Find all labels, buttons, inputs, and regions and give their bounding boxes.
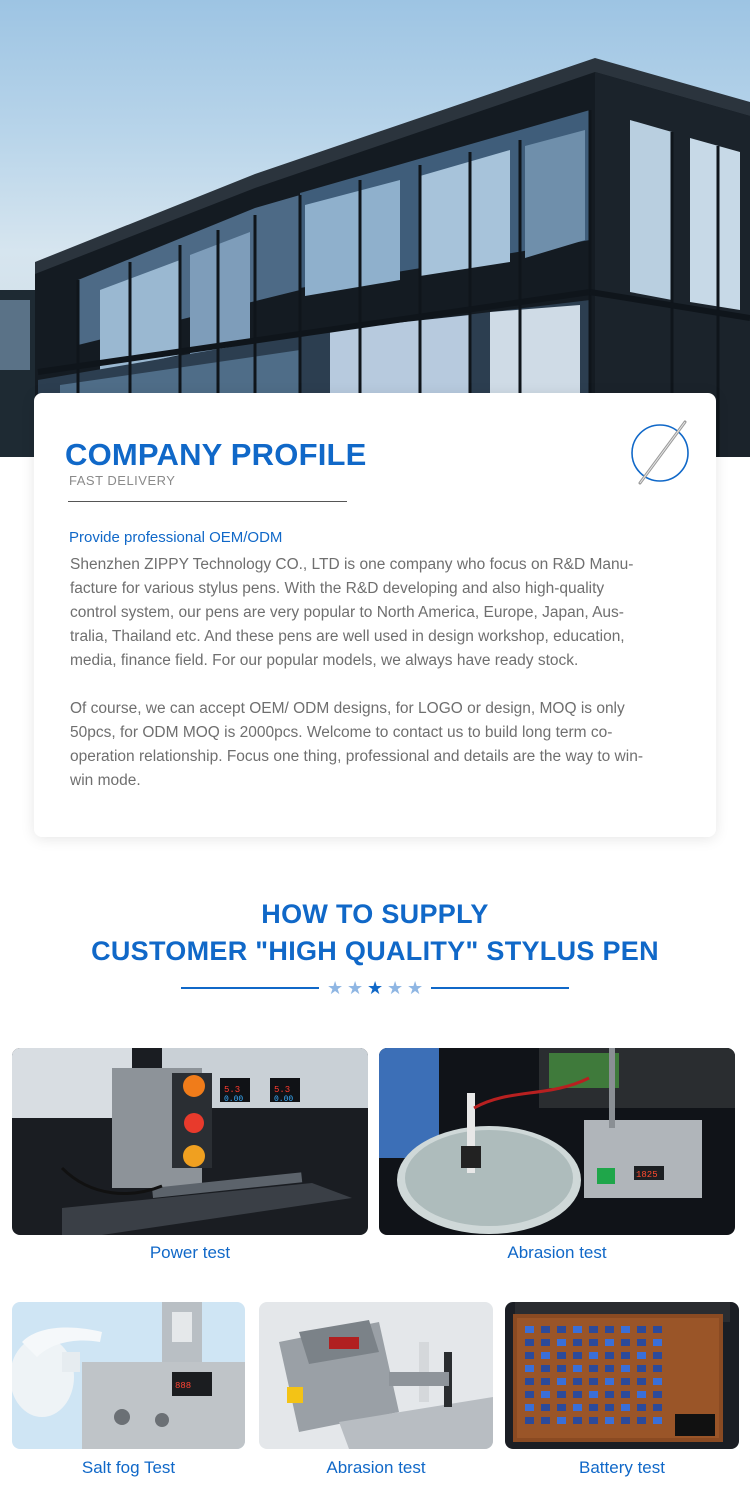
building-illustration [0,0,750,457]
divider-line-right [431,987,569,989]
supply-section-title [0,896,750,970]
svg-text:1825: 1825 [636,1170,658,1180]
power-test-caption: Power test [149,1243,231,1262]
star-divider [181,978,569,998]
abrasion-test-photo [379,1048,735,1235]
star-icon: ★ [347,978,364,998]
power-test-photo [12,1048,368,1235]
hero-building-photo [0,0,750,457]
supply-title-line-2: CUSTOMER "HIGH QUALITY" STYLUS PEN [91,936,659,966]
oem-odm-heading: Provide professional OEM/ODM [69,529,283,546]
profile-subtitle: FAST DELIVERY [69,473,176,488]
abrasion-test-2-caption: Abrasion test [326,1458,426,1477]
supply-title-line-1: HOW TO SUPPLY [261,899,489,929]
battery-test-photo [505,1302,739,1449]
abrasion-test-machine-photo [259,1302,493,1449]
svg-text:5.3: 5.3 [274,1085,291,1095]
profile-divider [68,501,347,502]
star-icon: ★ [327,978,344,998]
profile-title: COMPANY PROFILE [65,437,367,472]
star-icon: ★ [387,978,404,998]
battery-test-caption: Battery test [579,1458,665,1477]
salt-fog-test-photo [12,1302,245,1449]
salt-fog-test-caption: Salt fog Test [81,1458,176,1477]
svg-text:0.00: 0.00 [274,1095,294,1104]
profile-paragraph-2: Of course, we can accept OEM/ ODM designs, for LOGO or design, MOQ is only 50pcs, for ODM MOQ is 2000pcs. Welcome to contact us to build long term co-operation relationship. Focus one thing, professional and details are the way to win-win mode. [70,700,643,789]
star-icon: ★ [407,978,424,998]
company-profile-card [34,393,716,837]
svg-text:0.00: 0.00 [224,1095,244,1104]
profile-paragraph-1: Shenzhen ZIPPY Technology CO., LTD is one company who focus on R&D Manu-facture for various stylus pens. With the R&D developing and also high-quality control system, our pens are very popular to North America, Europe, Japan, Aus-tralia, Thailand etc. And these pens are well used in design workshop, education, media, finance field. For our popular models, we always have ready stock. [70,556,634,669]
svg-text:888: 888 [175,1381,192,1391]
svg-text:5.3: 5.3 [224,1085,241,1095]
abrasion-test-caption: Abrasion test [507,1243,607,1262]
divider-line-left [181,987,319,989]
profile-description [70,553,650,793]
stylus-circle-icon [631,419,693,489]
star-icon: ★ [367,978,384,998]
